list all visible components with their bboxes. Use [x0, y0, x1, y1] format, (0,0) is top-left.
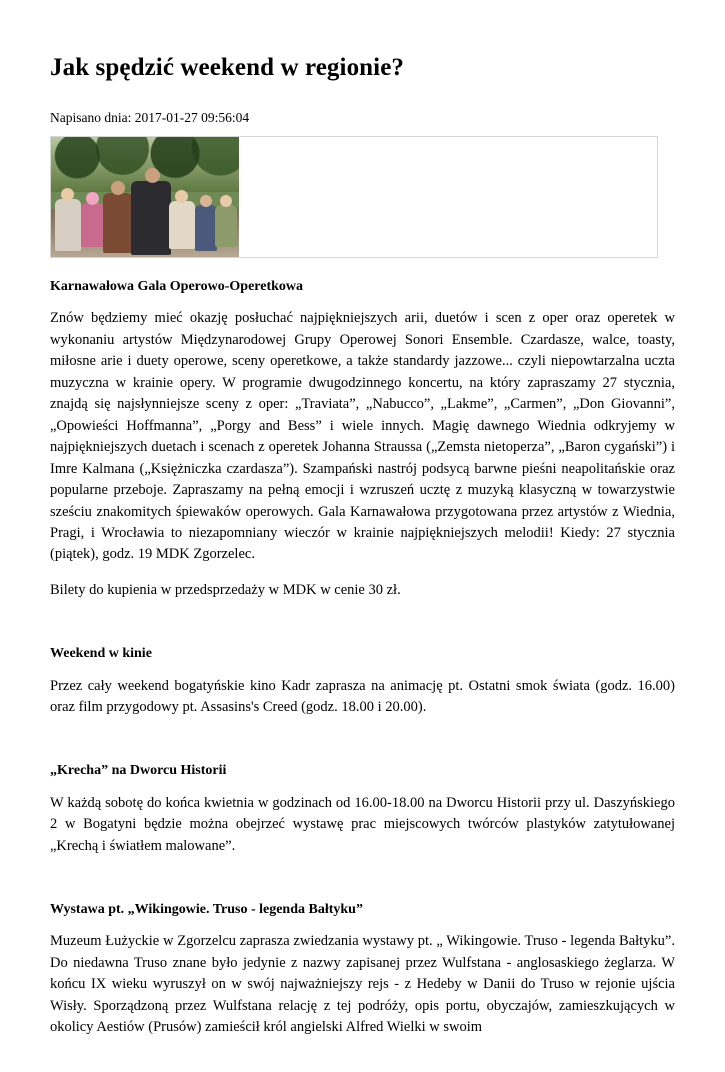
photo-person: [131, 181, 171, 255]
section-heading-krecha: „Krecha” na Dworcu Historii: [50, 763, 227, 779]
photo-person: [215, 205, 237, 247]
photo-person: [81, 203, 105, 247]
photo-person: [103, 193, 133, 253]
section-paragraph: Znów będziemy mieć okazję posłuchać najpiękniejszych arii, duetów i scen z oper oraz operetek w wykonaniu artystów Międzynarodowej Grupy Operowej Sonori Ensemble. Czardasze, walce, toasty, miłosne arie i duety operowe, sceny operetkowe, a także standardy jazzowe... czyli niepowtarzalna uczta muzyczna w krainie opery. W programie dwugodzinnego koncertu, na który zapraszamy 27 stycznia, znajdą się najsłynniejsze sceny z oper: „Traviata”, „Nabucco”, „Lakme”, „Carmen”, „Don Giovanni”, „Opowieści Hoffmanna”, „Porgy and Bess” i wiele innych. Magię dawnego Wiednia odkryjemy w najpiękniejszych duetach i scenach z operetek Johanna Straussa („Zemsta nietoperza”, „Baron cygański”) i Imre Kalmana („Księżniczka czardasza”). Szampański nastrój podsycą barwne pieśni neapolitańskie oraz popularne przeboje. Zapraszamy na pełną emocji i wzruszeń ucztę z muzyką klasyczną w towarzystwie sześciu znakomitych śpiewaków operowych. Gala Karnawałowa przygotowana przez artystów z Wiednia, Pragi, i Wrocławia to niezapomniany wieczór w krainie najpiękniejszych melodii! Kiedy: 27 stycznia (piątek), godz. 19 MDK Zgorzelec.: [50, 310, 675, 563]
photo-person: [55, 199, 81, 251]
section-paragraph: Przez cały weekend bogatyńskie kino Kadr zaprasza na animację pt. Ostatni smok świata (godz. 16.00) oraz film przygodowy pt. Assasins's Creed (godz. 18.00 i 20.00).: [50, 677, 675, 716]
spacer: [50, 615, 675, 645]
section-heading-kino: Weekend w kinie: [50, 646, 152, 662]
article-photo: [51, 137, 239, 257]
article-image-band: [50, 136, 658, 258]
spacer: [50, 871, 675, 901]
photo-person: [169, 201, 195, 249]
section-paragraph: Bilety do kupienia w przedsprzedaży w MDK w cenie 30 zł.: [50, 581, 401, 598]
section-heading-gala: Karnawałowa Gala Operowo-Operetkowa: [50, 279, 304, 295]
spacer: [50, 732, 675, 762]
section-paragraph: W każdą sobotę do końca kwietnia w godzinach od 16.00-18.00 na Dworcu Historii przy ul. Daszyńskiego 2 w Bogatyni będzie można obejrzeć wystawę prac miejscowych twórców plastyków zatytułowanej „Krechą i światłem malowane”.: [50, 794, 675, 854]
page-title: Jak spędzić weekend w regionie?: [50, 54, 405, 81]
section-paragraph: Muzeum Łużyckie w Zgorzelcu zaprasza zwiedzania wystawy pt. „ Wikingowie. Truso - legenda Bałtyku”. Do niedawna Truso znane było jedynie z nazwy zapisanej przez Wulfstana - anglosaskiego żeglarza. W końcu IX wieku wyruszył on w swój najważniejszy rejs - z Hedeby w Danii do Truso w rejonie ujścia Wisły. Sporządzoną przez Wulfstana relację z tej podróży, opis portu, obyczajów, zamieszkujących w okolicy Aestiów (Prusów) zamieścił król angielski Alfred Wielki w swoim: [50, 933, 675, 1036]
section-heading-wikingowie: Wystawa pt. „Wikingowie. Truso - legenda Bałtyku”: [50, 902, 363, 918]
publish-date: Napisano dnia: 2017-01-27 09:56:04: [50, 109, 250, 125]
photo-person: [195, 205, 217, 251]
